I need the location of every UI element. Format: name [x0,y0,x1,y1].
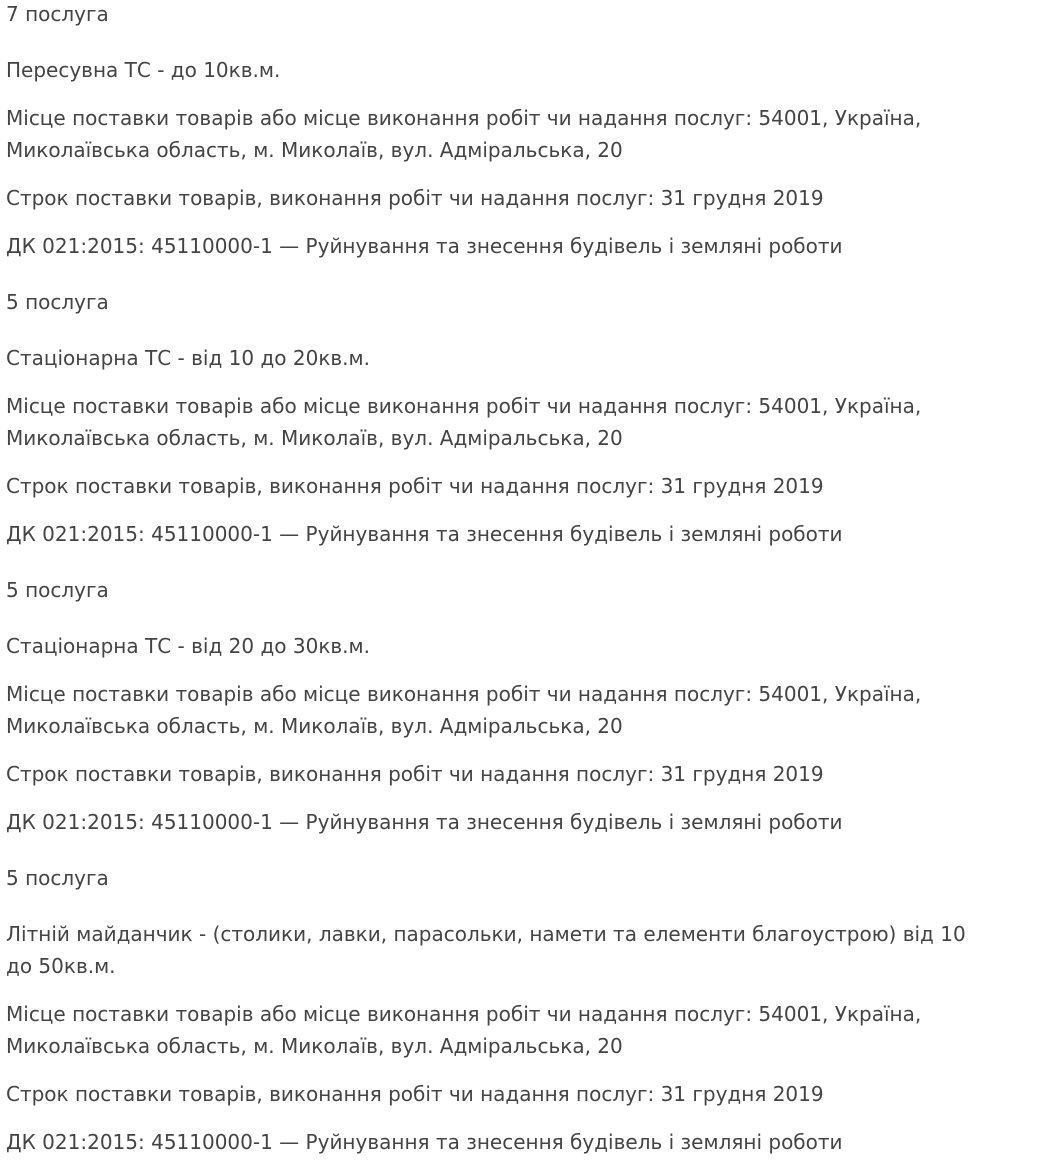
item-delivery-deadline: Строк поставки товарів, виконання робіт чи надання послуг: 31 грудня 2019 [6,186,824,210]
item-delivery-location: Місце поставки товарів або місце виконання робіт чи надання послуг: 54001, Україна, Миколаївська область, м. Миколаїв, вул. Адміральська, 20 [6,682,922,738]
item-quantity: 5 послуга [6,578,109,602]
item-description: Пересувна ТС - до 10кв.м. [6,58,281,82]
item-classification-code: ДК 021:2015: 45110000-1 — Руйнування та знесення будівель і земляні роботи [6,810,843,834]
item-classification-code: ДК 021:2015: 45110000-1 — Руйнування та знесення будівель і земляні роботи [6,234,843,258]
item-quantity: 5 послуга [6,866,109,890]
item-classification-code: ДК 021:2015: 45110000-1 — Руйнування та знесення будівель і земляні роботи [6,522,843,546]
item-description: Літній майданчик - (столики, лавки, парасольки, намети та елементи благоустрою) від 10 до 50кв.м. [6,922,966,978]
item-quantity: 5 послуга [6,290,109,314]
item-description: Стаціонарна ТС - від 20 до 30кв.м. [6,634,370,658]
item-delivery-deadline: Строк поставки товарів, виконання робіт чи надання послуг: 31 грудня 2019 [6,474,824,498]
item-delivery-location: Місце поставки товарів або місце виконання робіт чи надання послуг: 54001, Україна, Миколаївська область, м. Миколаїв, вул. Адміральська, 20 [6,1002,922,1058]
item-delivery-location: Місце поставки товарів або місце виконання робіт чи надання послуг: 54001, Україна, Миколаївська область, м. Миколаїв, вул. Адміральська, 20 [6,394,922,450]
item-delivery-location: Місце поставки товарів або місце виконання робіт чи надання послуг: 54001, Україна, Миколаївська область, м. Миколаїв, вул. Адміральська, 20 [6,106,922,162]
item-classification-code: ДК 021:2015: 45110000-1 — Руйнування та знесення будівель і земляні роботи [6,1130,843,1154]
item-delivery-deadline: Строк поставки товарів, виконання робіт чи надання послуг: 31 грудня 2019 [6,1082,824,1106]
item-description: Стаціонарна ТС - від 10 до 20кв.м. [6,346,370,370]
item-delivery-deadline: Строк поставки товарів, виконання робіт чи надання послуг: 31 грудня 2019 [6,762,824,786]
item-quantity: 7 послуга [6,2,109,26]
